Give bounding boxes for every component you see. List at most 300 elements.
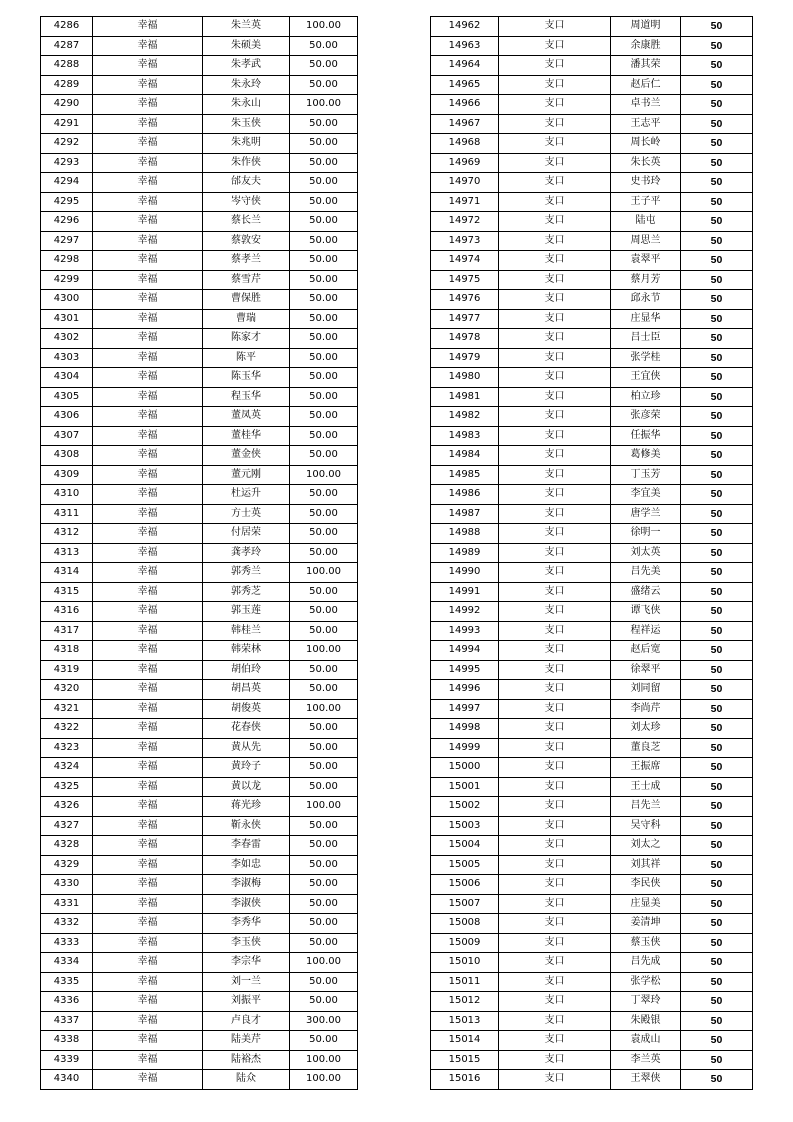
id-cell: 14967 <box>431 114 499 134</box>
table-row <box>431 446 753 466</box>
table-row <box>41 621 358 641</box>
table-row <box>41 524 358 544</box>
amount-cell: 50.00 <box>290 270 358 290</box>
amount-cell: 50.00 <box>290 680 358 700</box>
table-row <box>431 426 753 446</box>
id-cell: 4325 <box>41 777 93 797</box>
name-cell: 陆屯 <box>611 212 681 232</box>
id-cell: 14974 <box>431 251 499 271</box>
amount-cell: 50 <box>681 192 753 212</box>
amount-cell: 50 <box>681 1031 753 1051</box>
table-row <box>41 875 358 895</box>
amount-cell: 50 <box>681 17 753 37</box>
name-cell: 余康胜 <box>611 36 681 56</box>
id-cell: 14976 <box>431 290 499 310</box>
name-cell: 曹瑞 <box>203 309 290 329</box>
amount-cell: 50 <box>681 446 753 466</box>
amount-cell: 50 <box>681 407 753 427</box>
table-row <box>41 914 358 934</box>
id-cell: 15008 <box>431 914 499 934</box>
id-cell: 4296 <box>41 212 93 232</box>
village-cell: 幸福 <box>93 992 203 1012</box>
id-cell: 4317 <box>41 621 93 641</box>
village-cell: 支口 <box>499 407 611 427</box>
amount-cell: 50.00 <box>290 582 358 602</box>
table-row <box>41 1011 358 1031</box>
amount-cell: 50 <box>681 387 753 407</box>
table-row <box>41 894 358 914</box>
village-cell: 幸福 <box>93 836 203 856</box>
amount-cell: 50.00 <box>290 836 358 856</box>
table-row <box>41 270 358 290</box>
name-cell: 龚孝玲 <box>203 543 290 563</box>
id-cell: 15012 <box>431 992 499 1012</box>
table-row <box>431 95 753 115</box>
name-cell: 卢良才 <box>203 1011 290 1031</box>
amount-cell: 50.00 <box>290 231 358 251</box>
village-cell: 支口 <box>499 426 611 446</box>
table-row <box>431 680 753 700</box>
table-row <box>431 894 753 914</box>
id-cell: 4328 <box>41 836 93 856</box>
table-row <box>431 368 753 388</box>
amount-cell: 300.00 <box>290 1011 358 1031</box>
amount-cell: 100.00 <box>290 641 358 661</box>
id-cell: 4310 <box>41 485 93 505</box>
village-cell: 幸福 <box>93 855 203 875</box>
village-cell: 支口 <box>499 524 611 544</box>
name-cell: 张彦荣 <box>611 407 681 427</box>
table-row <box>431 816 753 836</box>
amount-cell: 50 <box>681 660 753 680</box>
table-row <box>431 231 753 251</box>
village-cell: 幸福 <box>93 134 203 154</box>
name-cell: 王翠侠 <box>611 1070 681 1090</box>
id-cell: 14995 <box>431 660 499 680</box>
amount-cell: 50.00 <box>290 192 358 212</box>
amount-cell: 50 <box>681 992 753 1012</box>
amount-cell: 50.00 <box>290 56 358 76</box>
id-cell: 15004 <box>431 836 499 856</box>
id-cell: 15014 <box>431 1031 499 1051</box>
id-cell: 4308 <box>41 446 93 466</box>
name-cell: 蔡孝兰 <box>203 251 290 271</box>
table-row <box>431 719 753 739</box>
table-row <box>431 270 753 290</box>
id-cell: 14984 <box>431 446 499 466</box>
table-row <box>431 602 753 622</box>
name-cell: 黄玲子 <box>203 758 290 778</box>
name-cell: 李淑梅 <box>203 875 290 895</box>
table-row <box>431 992 753 1012</box>
amount-cell: 50.00 <box>290 212 358 232</box>
village-cell: 支口 <box>499 387 611 407</box>
amount-cell: 50 <box>681 972 753 992</box>
amount-cell: 50 <box>681 329 753 349</box>
name-cell: 任振华 <box>611 426 681 446</box>
amount-cell: 50.00 <box>290 933 358 953</box>
amount-cell: 50 <box>681 270 753 290</box>
amount-cell: 100.00 <box>290 699 358 719</box>
id-cell: 14971 <box>431 192 499 212</box>
name-cell: 陆裕杰 <box>203 1050 290 1070</box>
amount-cell: 50.00 <box>290 758 358 778</box>
name-cell: 郭玉莲 <box>203 602 290 622</box>
table-row <box>41 36 358 56</box>
name-cell: 庄显美 <box>611 894 681 914</box>
table-row <box>41 368 358 388</box>
amount-cell: 50.00 <box>290 504 358 524</box>
table-row <box>431 777 753 797</box>
amount-cell: 50 <box>681 953 753 973</box>
village-cell: 支口 <box>499 621 611 641</box>
id-cell: 14996 <box>431 680 499 700</box>
table-row <box>431 17 753 37</box>
id-cell: 4319 <box>41 660 93 680</box>
amount-cell: 50 <box>681 602 753 622</box>
table-row <box>431 582 753 602</box>
village-cell: 幸福 <box>93 1031 203 1051</box>
table-row <box>41 173 358 193</box>
amount-cell: 100.00 <box>290 465 358 485</box>
name-cell: 葛修美 <box>611 446 681 466</box>
name-cell: 袁翠平 <box>611 251 681 271</box>
table-row <box>431 1011 753 1031</box>
id-cell: 4294 <box>41 173 93 193</box>
amount-cell: 50 <box>681 251 753 271</box>
amount-cell: 50.00 <box>290 251 358 271</box>
name-cell: 方士英 <box>203 504 290 524</box>
amount-cell: 50 <box>681 797 753 817</box>
name-cell: 陈平 <box>203 348 290 368</box>
name-cell: 姜清坤 <box>611 914 681 934</box>
id-cell: 4321 <box>41 699 93 719</box>
amount-cell: 50 <box>681 641 753 661</box>
amount-cell: 50.00 <box>290 173 358 193</box>
table-row <box>431 153 753 173</box>
amount-cell: 50.00 <box>290 602 358 622</box>
name-cell: 刘太珍 <box>611 719 681 739</box>
id-cell: 14964 <box>431 56 499 76</box>
id-cell: 14986 <box>431 485 499 505</box>
name-cell: 李如忠 <box>203 855 290 875</box>
table-row <box>41 153 358 173</box>
name-cell: 李兰英 <box>611 1050 681 1070</box>
amount-cell: 50.00 <box>290 348 358 368</box>
id-cell: 4337 <box>41 1011 93 1031</box>
table-row <box>41 95 358 115</box>
amount-cell: 50.00 <box>290 309 358 329</box>
amount-cell: 100.00 <box>290 1050 358 1070</box>
amount-cell: 50 <box>681 114 753 134</box>
id-cell: 14998 <box>431 719 499 739</box>
village-cell: 支口 <box>499 95 611 115</box>
table-row <box>41 738 358 758</box>
village-cell: 幸福 <box>93 465 203 485</box>
amount-cell: 50.00 <box>290 75 358 95</box>
id-cell: 15016 <box>431 1070 499 1090</box>
amount-cell: 50 <box>681 621 753 641</box>
name-cell: 吕先兰 <box>611 797 681 817</box>
id-cell: 4313 <box>41 543 93 563</box>
table-row <box>431 75 753 95</box>
name-cell: 盛绪云 <box>611 582 681 602</box>
village-cell: 幸福 <box>93 95 203 115</box>
table-row <box>41 290 358 310</box>
amount-cell: 50.00 <box>290 329 358 349</box>
right-table <box>430 16 753 1090</box>
table-row <box>431 797 753 817</box>
village-cell: 支口 <box>499 855 611 875</box>
amount-cell: 100.00 <box>290 95 358 115</box>
table-row <box>41 329 358 349</box>
name-cell: 徐翠平 <box>611 660 681 680</box>
amount-cell: 50.00 <box>290 543 358 563</box>
village-cell: 支口 <box>499 485 611 505</box>
amount-cell: 100.00 <box>290 563 358 583</box>
table-row <box>431 1070 753 1090</box>
village-cell: 幸福 <box>93 1050 203 1070</box>
id-cell: 4286 <box>41 17 93 37</box>
name-cell: 胡伯玲 <box>203 660 290 680</box>
name-cell: 刘其祥 <box>611 855 681 875</box>
name-cell: 赵后宽 <box>611 641 681 661</box>
name-cell: 周道明 <box>611 17 681 37</box>
table-row <box>431 485 753 505</box>
amount-cell: 50.00 <box>290 816 358 836</box>
name-cell: 朱殿银 <box>611 1011 681 1031</box>
id-cell: 4332 <box>41 914 93 934</box>
name-cell: 朱孝武 <box>203 56 290 76</box>
name-cell: 曹保胜 <box>203 290 290 310</box>
village-cell: 支口 <box>499 953 611 973</box>
table-row <box>41 212 358 232</box>
table-row <box>41 719 358 739</box>
table-row <box>431 56 753 76</box>
table-row <box>41 231 358 251</box>
id-cell: 14997 <box>431 699 499 719</box>
name-cell: 胡俊英 <box>203 699 290 719</box>
table-row <box>41 602 358 622</box>
name-cell: 韩荣林 <box>203 641 290 661</box>
id-cell: 4307 <box>41 426 93 446</box>
name-cell: 朱硕美 <box>203 36 290 56</box>
table-row <box>41 1070 358 1090</box>
name-cell: 董金侠 <box>203 446 290 466</box>
village-cell: 支口 <box>499 758 611 778</box>
id-cell: 14980 <box>431 368 499 388</box>
village-cell: 幸福 <box>93 758 203 778</box>
name-cell: 郭秀芝 <box>203 582 290 602</box>
amount-cell: 50.00 <box>290 777 358 797</box>
id-cell: 14991 <box>431 582 499 602</box>
table-row <box>41 75 358 95</box>
amount-cell: 50 <box>681 1011 753 1031</box>
village-cell: 幸福 <box>93 36 203 56</box>
village-cell: 幸福 <box>93 75 203 95</box>
amount-cell: 50 <box>681 524 753 544</box>
village-cell: 幸福 <box>93 914 203 934</box>
village-cell: 支口 <box>499 719 611 739</box>
name-cell: 吴守科 <box>611 816 681 836</box>
amount-cell: 50 <box>681 309 753 329</box>
village-cell: 支口 <box>499 543 611 563</box>
village-cell: 幸福 <box>93 407 203 427</box>
id-cell: 15010 <box>431 953 499 973</box>
amount-cell: 50.00 <box>290 114 358 134</box>
table-row <box>41 485 358 505</box>
village-cell: 支口 <box>499 504 611 524</box>
table-row <box>41 563 358 583</box>
id-cell: 14983 <box>431 426 499 446</box>
name-cell: 徐明一 <box>611 524 681 544</box>
id-cell: 14962 <box>431 17 499 37</box>
id-cell: 4292 <box>41 134 93 154</box>
amount-cell: 50 <box>681 914 753 934</box>
id-cell: 4295 <box>41 192 93 212</box>
table-row <box>431 192 753 212</box>
table-row <box>41 387 358 407</box>
village-cell: 支口 <box>499 153 611 173</box>
table-row <box>431 173 753 193</box>
id-cell: 15013 <box>431 1011 499 1031</box>
village-cell: 幸福 <box>93 953 203 973</box>
name-cell: 唐学兰 <box>611 504 681 524</box>
amount-cell: 50 <box>681 855 753 875</box>
id-cell: 4289 <box>41 75 93 95</box>
name-cell: 蒋光珍 <box>203 797 290 817</box>
amount-cell: 50 <box>681 1050 753 1070</box>
table-row <box>431 699 753 719</box>
table-row <box>431 504 753 524</box>
id-cell: 15006 <box>431 875 499 895</box>
amount-cell: 50 <box>681 836 753 856</box>
id-cell: 14982 <box>431 407 499 427</box>
village-cell: 支口 <box>499 192 611 212</box>
table-row <box>41 114 358 134</box>
village-cell: 支口 <box>499 114 611 134</box>
id-cell: 4293 <box>41 153 93 173</box>
amount-cell: 50.00 <box>290 524 358 544</box>
table-row <box>41 582 358 602</box>
name-cell: 周长岭 <box>611 134 681 154</box>
table-row <box>431 758 753 778</box>
name-cell: 董凤英 <box>203 407 290 427</box>
village-cell: 幸福 <box>93 680 203 700</box>
village-cell: 支口 <box>499 836 611 856</box>
id-cell: 14992 <box>431 602 499 622</box>
id-cell: 14988 <box>431 524 499 544</box>
table-row <box>431 212 753 232</box>
village-cell: 幸福 <box>93 797 203 817</box>
village-cell: 幸福 <box>93 602 203 622</box>
village-cell: 幸福 <box>93 972 203 992</box>
village-cell: 幸福 <box>93 114 203 134</box>
name-cell: 陈玉华 <box>203 368 290 388</box>
amount-cell: 50 <box>681 75 753 95</box>
id-cell: 4336 <box>41 992 93 1012</box>
name-cell: 黄以龙 <box>203 777 290 797</box>
village-cell: 支口 <box>499 309 611 329</box>
amount-cell: 50 <box>681 933 753 953</box>
amount-cell: 50.00 <box>290 660 358 680</box>
amount-cell: 50.00 <box>290 290 358 310</box>
village-cell: 支口 <box>499 1031 611 1051</box>
name-cell: 庄显华 <box>611 309 681 329</box>
table-row <box>41 192 358 212</box>
name-cell: 程祥运 <box>611 621 681 641</box>
table-row <box>431 972 753 992</box>
village-cell: 支口 <box>499 875 611 895</box>
village-cell: 支口 <box>499 270 611 290</box>
amount-cell: 50 <box>681 465 753 485</box>
id-cell: 4301 <box>41 309 93 329</box>
table-row <box>41 56 358 76</box>
amount-cell: 50.00 <box>290 426 358 446</box>
village-cell: 幸福 <box>93 251 203 271</box>
id-cell: 15009 <box>431 933 499 953</box>
id-cell: 14989 <box>431 543 499 563</box>
name-cell: 李春雷 <box>203 836 290 856</box>
table-row <box>41 446 358 466</box>
amount-cell: 50.00 <box>290 875 358 895</box>
village-cell: 幸福 <box>93 719 203 739</box>
village-cell: 支口 <box>499 368 611 388</box>
name-cell: 王志平 <box>611 114 681 134</box>
name-cell: 刘同留 <box>611 680 681 700</box>
id-cell: 4297 <box>41 231 93 251</box>
amount-cell: 50.00 <box>290 1031 358 1051</box>
village-cell: 支口 <box>499 36 611 56</box>
id-cell: 4290 <box>41 95 93 115</box>
amount-cell: 50 <box>681 758 753 778</box>
name-cell: 李玉侠 <box>203 933 290 953</box>
amount-cell: 50.00 <box>290 855 358 875</box>
amount-cell: 50 <box>681 563 753 583</box>
table-row <box>431 114 753 134</box>
village-cell: 幸福 <box>93 933 203 953</box>
village-cell: 支口 <box>499 17 611 37</box>
id-cell: 4339 <box>41 1050 93 1070</box>
name-cell: 朱兰英 <box>203 17 290 37</box>
village-cell: 幸福 <box>93 1011 203 1031</box>
id-cell: 14978 <box>431 329 499 349</box>
table-row <box>431 543 753 563</box>
amount-cell: 50 <box>681 816 753 836</box>
id-cell: 14999 <box>431 738 499 758</box>
village-cell: 幸福 <box>93 621 203 641</box>
village-cell: 幸福 <box>93 524 203 544</box>
amount-cell: 50 <box>681 153 753 173</box>
amount-cell: 50.00 <box>290 992 358 1012</box>
id-cell: 14968 <box>431 134 499 154</box>
village-cell: 支口 <box>499 738 611 758</box>
amount-cell: 50.00 <box>290 407 358 427</box>
village-cell: 支口 <box>499 173 611 193</box>
table-row <box>431 134 753 154</box>
id-cell: 4324 <box>41 758 93 778</box>
id-cell: 15007 <box>431 894 499 914</box>
name-cell: 周思兰 <box>611 231 681 251</box>
village-cell: 幸福 <box>93 777 203 797</box>
name-cell: 程玉华 <box>203 387 290 407</box>
name-cell: 袁成山 <box>611 1031 681 1051</box>
table-row <box>41 426 358 446</box>
table-row <box>41 836 358 856</box>
amount-cell: 50 <box>681 426 753 446</box>
village-cell: 幸福 <box>93 426 203 446</box>
village-cell: 幸福 <box>93 192 203 212</box>
